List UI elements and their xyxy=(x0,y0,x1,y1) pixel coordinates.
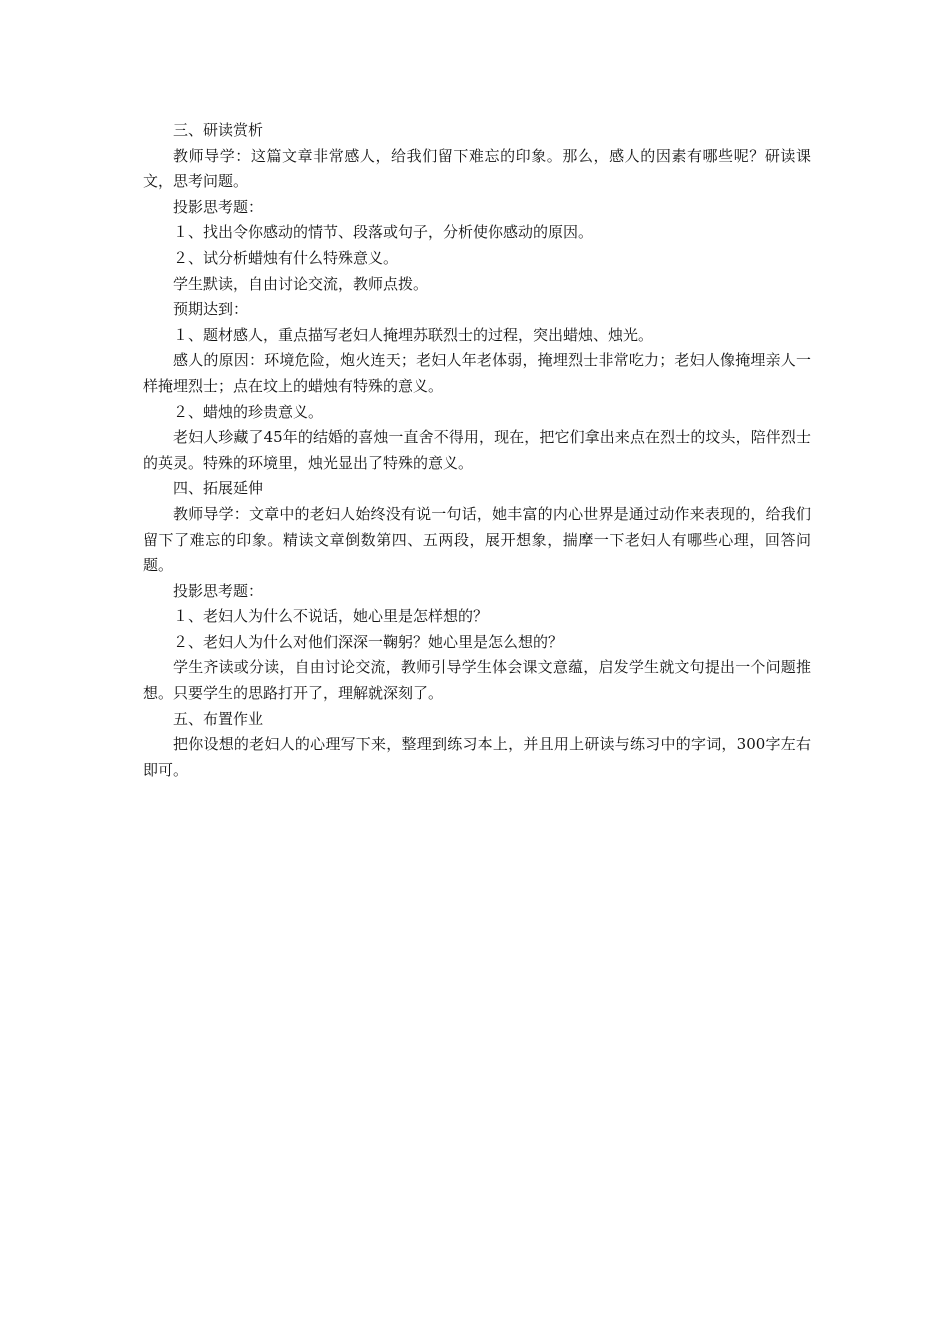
list-item: ２、试分析蜡烛有什么特殊意义。 xyxy=(173,248,399,267)
section-heading: 五、布置作业 xyxy=(173,709,264,728)
list-item: １、老妇人为什么不说话，她心里是怎样想的？ xyxy=(173,607,489,626)
list-item: ２、老妇人为什么对他们深深一鞠躬？她心里是怎么想的？ xyxy=(173,632,564,651)
paragraph: 学生默读，自由讨论交流，教师点拨。 xyxy=(173,274,429,293)
section-heading: 三、研读赏析 xyxy=(173,121,264,139)
paragraph: 投影思考题： xyxy=(173,197,264,216)
paragraph: 教师导学：这篇文章非常感人，给我们留下难忘的印象。那么，感人的因素有哪些呢？研读课文，思考问题。 xyxy=(143,146,811,191)
paragraph: 预期达到： xyxy=(173,300,249,319)
document-body xyxy=(143,118,811,783)
section-heading: 四、拓展延伸 xyxy=(173,479,264,498)
paragraph: 投影思考题： xyxy=(173,581,264,600)
paragraph: 感人的原因：环境危险，炮火连天；老妇人年老体弱，掩埋烈士非常吃力；老妇人像掩埋亲人一样掩埋烈士；点在坟上的蜡烛有特殊的意义。 xyxy=(143,351,811,395)
list-item: １、题材感人，重点描写老妇人掩埋苏联烈士的过程，突出蜡烛、烛光。 xyxy=(173,325,654,344)
list-item: １、找出令你感动的情节、段落或句子，分析使你感动的原因。 xyxy=(173,223,594,242)
list-item: ２、蜡烛的珍贵意义。 xyxy=(173,402,324,421)
paragraph: 教师导学：文章中的老妇人始终没有说一句话，她丰富的内心世界是通过动作来表现的，给我们留下了难忘的印象。精读文章倒数第四、五两段，展开想象，揣摩一下老妇人有哪些心理，回答问题。 xyxy=(143,504,811,575)
paragraph: 老妇人珍藏了45年的结婚的喜烛一直舍不得用，现在，把它们拿出来点在烈士的坟头，陪伴烈士的英灵。特殊的环境里，烛光显出了特殊的意义。 xyxy=(143,428,811,472)
paragraph: 把你设想的老妇人的心理写下来，整理到练习本上，并且用上研读与练习中的字词，300字左右即可。 xyxy=(143,735,811,779)
paragraph: 学生齐读或分读，自由讨论交流，教师引导学生体会课文意蕴，启发学生就文句提出一个问题推想。只要学生的思路打开了，理解就深刻了。 xyxy=(143,658,811,703)
